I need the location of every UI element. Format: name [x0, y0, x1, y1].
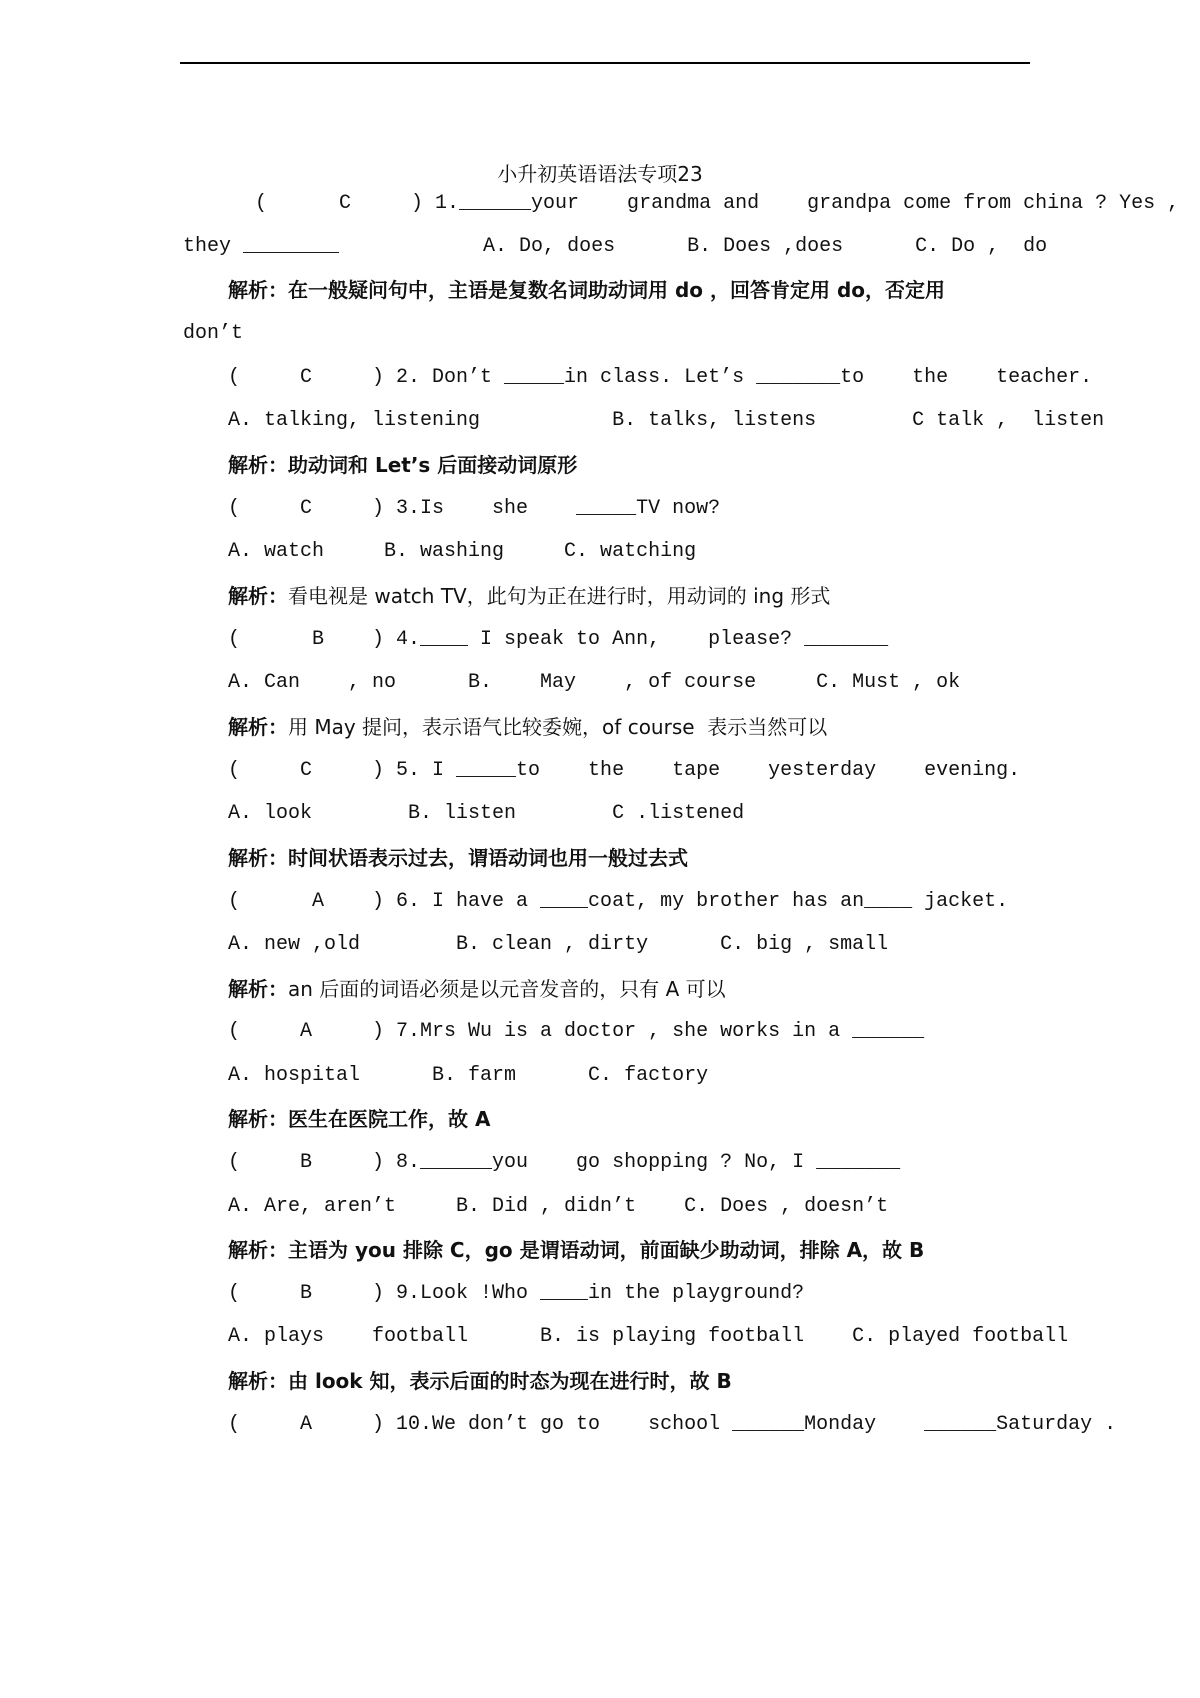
analysis-label: 解析：	[228, 1238, 288, 1262]
analysis-label: 解析：	[228, 453, 288, 477]
analysis-text: an 后面的词语必须是以元音发音的，只有 A 可以	[288, 977, 726, 1001]
analysis-text: 助动词和 Let’s 后面接动词原形	[288, 453, 578, 477]
question-1-continued: they ________ A. Do, does B. Does ,does C. Do , do	[183, 235, 1048, 258]
analysis-text: 主语为 you 排除 C，go 是谓语动词，前面缺少助动词，排除 A，故 B	[288, 1238, 925, 1262]
analysis-label: 解析：	[228, 846, 288, 870]
question-4: ( B ) 4.____ I speak to Ann, please? _______	[228, 628, 889, 651]
analysis-label: 解析：	[228, 977, 288, 1001]
options-3: A. watch B. washing C. watching	[228, 540, 697, 563]
question-3: ( C ) 3.Is she _____TV now?	[228, 497, 721, 520]
analysis-text: 看电视是 watch TV，此句为正在进行时，用动词的 ing 形式	[288, 584, 831, 608]
options-7: A. hospital B. farm C. factory	[228, 1064, 709, 1087]
question-7: ( A ) 7.Mrs Wu is a doctor , she works in a ______	[228, 1020, 925, 1043]
analysis-1	[228, 276, 945, 304]
document-title: 小升初英语语法专项23	[497, 162, 703, 186]
options-8: A. Are, aren’t B. Did , didn’t C. Does , doesn’t	[228, 1195, 889, 1218]
question-2: ( C ) 2. Don’t _____in class. Let’s _______to the teacher.	[228, 366, 1093, 389]
analysis-label: 解析：	[228, 1107, 288, 1131]
question-1: ( C ) 1.______your grandma and grandpa come from china ? Yes ,	[255, 192, 1180, 215]
analysis-text: 用 May 提问，表示语气比较委婉，of course 表示当然可以	[288, 715, 828, 739]
options-4: A. Can , no B. May , of course C. Must , ok	[228, 671, 961, 694]
analysis-label: 解析：	[228, 278, 288, 302]
analysis-6	[228, 975, 726, 1003]
analysis-1-continued: don’t	[183, 322, 244, 345]
header-rule	[180, 62, 1030, 64]
analysis-9	[228, 1367, 732, 1395]
question-5: ( C ) 5. I _____to the tape yesterday evening.	[228, 759, 1021, 782]
question-8: ( B ) 8.______you go shopping ? No, I _______	[228, 1151, 901, 1174]
analysis-2	[228, 451, 577, 479]
question-9: ( B ) 9.Look !Who ____in the playground?	[228, 1282, 805, 1305]
analysis-8	[228, 1236, 924, 1264]
analysis-text: 由 look 知，表示后面的时态为现在进行时，故 B	[288, 1369, 732, 1393]
question-10: ( A ) 10.We don’t go to school ______Monday ______Saturday .	[228, 1413, 1117, 1436]
analysis-3	[228, 582, 830, 610]
options-5: A. look B. listen C .listened	[228, 802, 745, 825]
question-6: ( A ) 6. I have a ____coat, my brother has an____ jacket.	[228, 890, 1009, 913]
options-6: A. new ,old B. clean , dirty C. big , small	[228, 933, 889, 956]
analysis-text: 在一般疑问句中，主语是复数名词助动词用 do ，回答肯定用 do，否定用	[288, 278, 946, 302]
analysis-text: 医生在医院工作，故 A	[288, 1107, 491, 1131]
analysis-4	[228, 713, 827, 741]
analysis-5	[228, 844, 688, 872]
options-9: A. plays football B. is playing football C. played football	[228, 1325, 1069, 1348]
analysis-label: 解析：	[228, 1369, 288, 1393]
options-2: A. talking, listening B. talks, listens C talk , listen	[228, 409, 1105, 432]
analysis-label: 解析：	[228, 584, 288, 608]
analysis-text: 时间状语表示过去，谓语动词也用一般过去式	[288, 846, 688, 870]
analysis-7	[228, 1105, 490, 1133]
analysis-label: 解析：	[228, 715, 288, 739]
